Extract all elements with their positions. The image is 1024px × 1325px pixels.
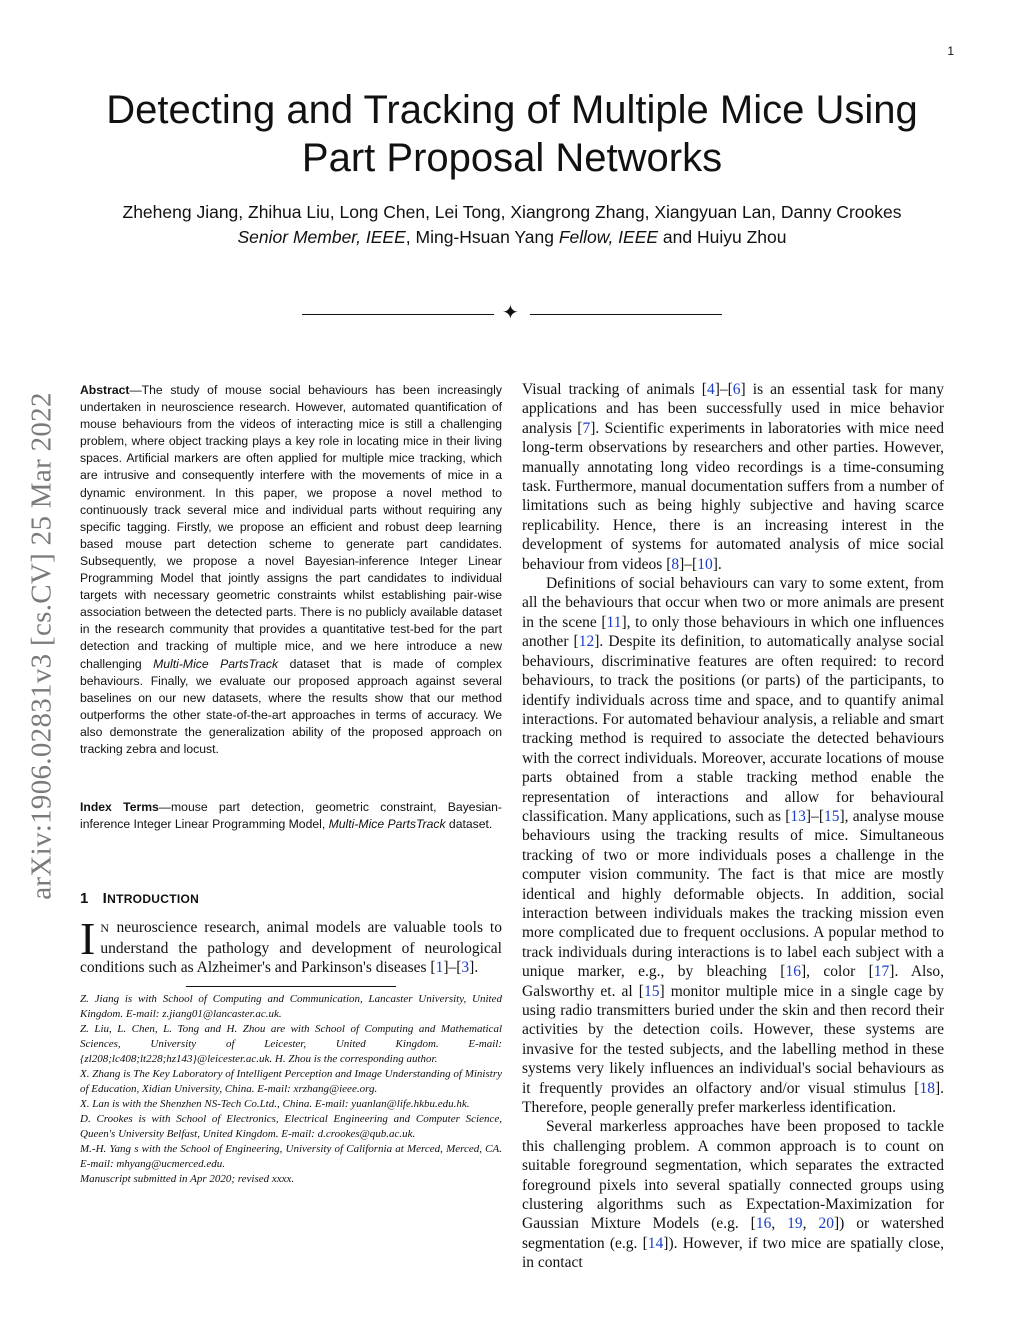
index-terms-text-b: dataset.: [445, 817, 493, 832]
citation-link[interactable]: 8: [671, 555, 680, 573]
citation-link[interactable]: 15: [643, 982, 660, 1000]
author-list: [80, 200, 944, 250]
section-number: 1: [80, 890, 89, 907]
citation-link[interactable]: 11: [606, 613, 622, 631]
intro-text-end: ].: [469, 959, 479, 976]
text-run: ], color [: [800, 963, 874, 981]
citation-link[interactable]: 15: [823, 807, 840, 825]
author-line-2: [80, 225, 944, 250]
citation-link[interactable]: 16: [755, 1215, 772, 1233]
arxiv-stamp: [22, 350, 62, 942]
intro-text-sep: ]–[: [443, 959, 462, 976]
footnote-yang: M.-H. Yang s with the School of Engineering, University of California at Merced, Merced, CA. E-mail: mhyang@ucmerced.edu.: [80, 1143, 502, 1170]
author-role-fellow: Fellow, IEEE: [558, 227, 659, 247]
index-terms-label: Index Terms: [80, 800, 159, 814]
citation-link[interactable]: 19: [787, 1215, 803, 1233]
text-run: ], to only those behaviours in which one influences another [: [522, 613, 944, 651]
citation-link[interactable]: 3: [461, 959, 470, 976]
index-terms: [80, 799, 502, 833]
intro-paragraph: [80, 913, 502, 978]
section-title-rest: NTRODUCTION: [107, 892, 200, 906]
citation-link[interactable]: 20: [818, 1215, 835, 1233]
dropcap-letter: I: [80, 913, 96, 964]
text-run: ]). However, if two mice are spatially close, in contact: [522, 1234, 945, 1272]
text-run: ] monitor multiple mice in a single cage by using radio transmitters buried under the skin and then record their activities by the detection coils. However, these systems are invasive for the tested subjects, and the labelling method in these systems very likely influences an individual's social behaviours as it frequently provides an olfactory and/or visual stimulus [: [522, 982, 944, 1097]
citation-link[interactable]: 17: [873, 963, 890, 981]
text-run: ] is an essential task for many applications and has been successfully used in mice behavior analysis [: [522, 381, 944, 437]
footnote-crookes: D. Crookes is with School of Electronics, Electrical Engineering and Computer Science, Queen's University Belfast, United Kingdom. E-mail: d.crookes@qub.ac.uk.: [80, 1113, 502, 1140]
text-run: Several markerless approaches have been proposed to tackle this challenging problem. A common approach is to count on suitable foreground segmentation, which separates the extracted foreground pixels into several spatially connected groups using clustering algorithms such as Expectation-Maximization for Gaussian Mixture Models (e.g. [: [522, 1118, 944, 1233]
intro-first-word: N: [100, 921, 110, 935]
abstract-text-a: —The study of mouse social behaviours has been increasingly undertaken in neuroscience research. However, automated quantification of mouse behaviours from the videos of interacting mice is still a challenging problem, where object tracking plays a key role in locating mice in their living spaces. Artificial markers are often applied for multiple mice tracking, which are intrusive and consequently interfere with the movements of mice in a dynamic environment. In this paper, we propose a novel method to continuously track several mice and individual parts without requiring any specific tagging. Firstly, we propose an efficient and robust deep learning based mouse part detection scheme to generate part candidates. Subsequently, we propose a novel Bayesian-inference Integer Linear Programming Model that jointly assigns the part candidates to individual targets with necessary geometric constraints whilst establishing pair-wise association between the detected parts. There is no publicly available dataset in the research community that provides a quantitative test-bed for the part detection and tracking of multiple mice, and we here introduce a new challenging: [80, 383, 502, 671]
footnotes: [80, 992, 502, 1187]
text-run: ]. Also, Galsworthy et. al [: [522, 963, 945, 1000]
citation-link[interactable]: 6: [732, 381, 741, 398]
citation-link[interactable]: 1: [435, 959, 444, 976]
footnote-rule: [186, 986, 396, 987]
text-run: ]) or watershed segmentation (e.g. [: [522, 1215, 945, 1252]
footnote-leicester: Z. Liu, L. Chen, L. Tong and H. Zhou are with School of Computing and Mathematical Sciences, University of Leicester, United Kingdom. E-mail: {zl208;lc408;lt228;hz143}@leicester.ac.uk. H. Zhou is the corresponding author.: [80, 1023, 502, 1065]
divider-diamond-icon: ✦: [502, 302, 519, 324]
author-name-zhou: and Huiyu Zhou: [658, 227, 787, 247]
paragraph-visual-tracking: [522, 380, 944, 574]
text-run: Definitions of social behaviours can vary to some extent, from all the behaviours that occur when two or more animals are present in the scene [: [522, 575, 944, 631]
footnote-zhang: X. Zhang is The Key Laboratory of Intelligent Perception and Image Understanding of Ministry of Education, Xidian University, China. E-mail: xrzhang@ieee.org.: [80, 1068, 502, 1095]
abstract-dataset-name: Multi-Mice PartsTrack: [153, 656, 279, 671]
paragraph-definitions: [522, 574, 944, 1117]
author-role-senior: Senior Member, IEEE: [237, 227, 406, 247]
citation-link[interactable]: 12: [578, 633, 595, 651]
text-run: ]–[: [679, 555, 698, 573]
citation-link[interactable]: 10: [697, 555, 713, 573]
index-terms-dataset-name: Multi-Mice PartsTrack: [328, 817, 446, 832]
index-terms-text-a: —mouse part detection, geometric constraint, Bayesian-inference Integer Linear Programming Model,: [80, 800, 502, 832]
footnote-jiang: Z. Jiang is with School of Computing and Communication, Lancaster University, United Kingdom. E-mail: z.jiang01@lancaster.ac.uk.: [80, 993, 502, 1020]
title-divider: [300, 304, 724, 324]
citation-link[interactable]: 7: [582, 419, 591, 437]
arxiv-identifier: arXiv:1906.02831v3 [cs.CV] 25 Mar 2022: [25, 392, 58, 900]
section-heading: [80, 890, 199, 907]
footnote-manuscript: Manuscript submitted in Apr 2020; revised xxxx.: [80, 1173, 295, 1185]
divider-line-left: [302, 314, 494, 315]
citation-link[interactable]: 13: [790, 807, 806, 825]
footnote-lan: X. Lan is with the Shenzhen NS-Tech Co.Ltd., China. E-mail: yuanlan@life.hkbu.edu.hk.: [80, 1098, 470, 1110]
right-column: [522, 380, 944, 1273]
text-run: ]. Therefore, people generally prefer markerless identification.: [522, 1079, 944, 1117]
text-run: ,: [802, 1215, 819, 1233]
citation-link[interactable]: 16: [785, 963, 801, 981]
paper-title: Detecting and Tracking of Multiple Mice Using Part Proposal Networks: [106, 88, 918, 180]
page-number: 1: [947, 44, 954, 58]
text-run: ]. Scientific experiments in laboratories with mice need long-term observations by researchers and other parties. However, manually annotating long video recordings is a time-consuming task. Furthermore, manual documentation suffers from a number of limitations such as being highly subjective and having scarce replicability. Hence, there is an increasing interest in the development of systems for automated analysis of mice social behaviour from videos [: [522, 419, 944, 573]
abstract-label: Abstract: [80, 383, 130, 397]
text-run: Visual tracking of animals [: [522, 381, 707, 398]
author-name-yang: , Ming-Hsuan Yang: [405, 227, 559, 247]
author-line-1: Zheheng Jiang, Zhihua Liu, Long Chen, Lei Tong, Xiangrong Zhang, Xiangyuan Lan, Danny Crookes: [122, 202, 902, 222]
intro-text: neuroscience research, animal models are valuable tools to understand the pathology and development of neurological conditions such as Alzheimer's and Parkinson's diseases [: [80, 919, 502, 976]
abstract: [80, 382, 502, 758]
citation-link[interactable]: 4: [706, 381, 715, 398]
text-run: ], analyse mouse behaviours using the tracking results of mice. Simultaneous tracking of two or more individuals poses a challenge in the computer vision community. The fact is that mice are mostly identical and highly deformable objects. In addition, social interaction between individuals makes the tracking mission even more complicated due to frequent occlusions. A popular method to track individuals during interactions is to label each subject with a unique marker, e.g., by bleaching [: [522, 807, 944, 981]
paragraph-markerless: [522, 1117, 944, 1272]
text-run: ]–[: [805, 807, 824, 825]
abstract-text-b: dataset that is made of complex behaviours. Finally, we evaluate our proposed approach against several baselines on our new datasets, where the results show that our method outperforms the other state-of-the-art approaches in terms of accuracy. We also demonstrate the generalization ability of the proposed approach on tracking zebra and locust.: [80, 656, 502, 756]
section-title-first: I: [102, 890, 108, 907]
text-run: ]–[: [714, 381, 733, 398]
divider-line-right: [530, 314, 722, 315]
citation-link[interactable]: 18: [919, 1079, 935, 1097]
text-run: ,: [771, 1215, 788, 1233]
text-run: ]. Despite its definition, to automatically analyse social behaviours, discriminative features are often required: to record behaviours, to track the positions (or parts) of the participants, to identify individuals across time and space, and to quantify animal interactions. For automated behaviour analysis, a reliable and smart tracking method is required to associate the detected behaviours with the correct individuals. Moreover, accurate locations of mouse parts obtained from a stable tracking method enable the representation of interactions and allow for behavioural classification. Many applications, such as [: [522, 633, 945, 825]
text-run: ].: [712, 555, 722, 573]
citation-link[interactable]: 14: [647, 1234, 664, 1252]
